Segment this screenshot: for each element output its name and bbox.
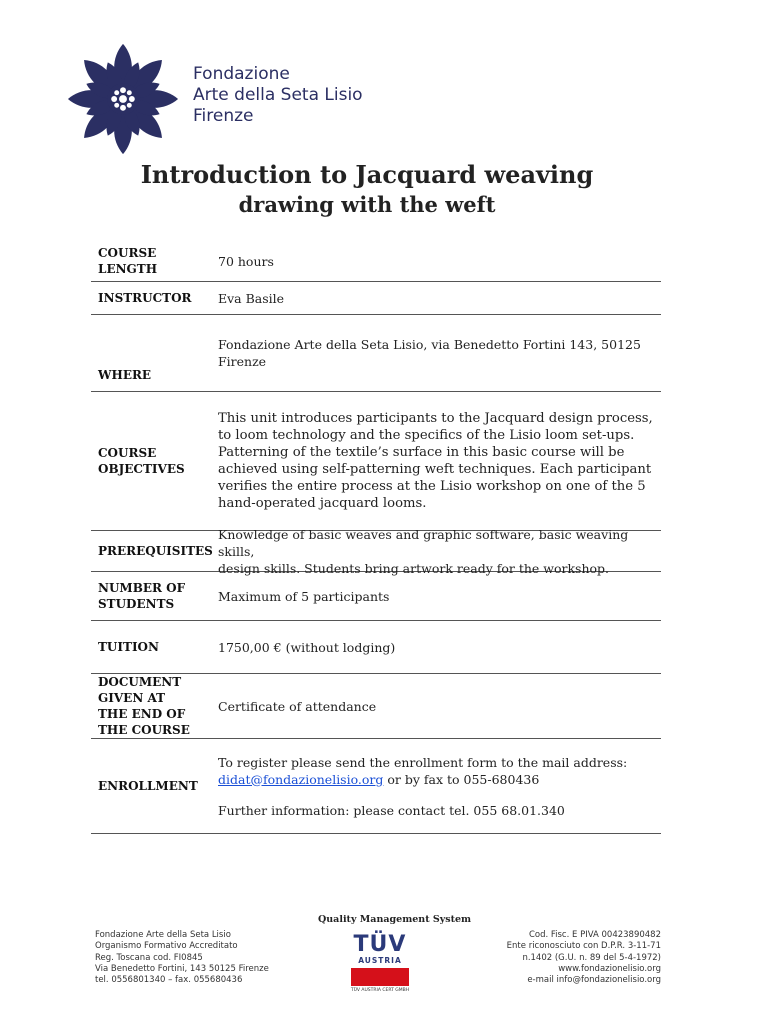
label-course-length: COURSE LENGTH xyxy=(98,246,158,276)
footer-right: Cod. Fisc. E PIVA 00423890482 Ente riconosciuto con D.P.R. 3-11-71 n.1402 (G.U. n. 89 del 5-4-1972) www.fondazionelisio.org e-mail info@fondazionelisio.org xyxy=(506,930,661,986)
footer-email-link[interactable]: e-mail info@fondazionelisio.org xyxy=(527,975,661,986)
document-subtitle: drawing with the weft xyxy=(238,192,496,217)
value-instructor: Eva Basile xyxy=(218,290,285,306)
row-document xyxy=(91,674,661,739)
tuv-mark: TÜV xyxy=(353,932,407,957)
value-prerequisites: Knowledge of basic weaves and graphic software, basic weaving skills, design skills. Students bring artwork ready for the workshop. xyxy=(218,526,629,576)
row-course-length xyxy=(91,241,661,282)
footer-left: Fondazione Arte della Seta Lisio Organismo Formativo Accreditato Reg. Toscana cod. FI0845 Via Benedetto Fortini, 143 50125 Firenze tel. 0556801340 – fax. 055680436 xyxy=(95,930,269,986)
row-tuition xyxy=(91,621,661,674)
value-document: Certificate of attendance xyxy=(218,698,377,714)
fax-text: or by fax to 055-680436 xyxy=(383,771,540,787)
value-tuition: 1750,00 € (without lodging) xyxy=(218,639,396,655)
website-link[interactable]: www.fondazionelisio.org xyxy=(558,963,661,974)
tuv-austria: AUSTRIA xyxy=(358,956,402,965)
tuv-certificate-stamp xyxy=(351,968,409,986)
row-enrollment xyxy=(91,739,661,834)
label-prerequisites: PREREQUISITES xyxy=(98,544,213,558)
label-enrollment: ENROLLMENT xyxy=(98,779,198,793)
value-number-of-students: Maximum of 5 participants xyxy=(218,588,390,604)
document-title: Introduction to Jacquard weaving xyxy=(140,160,594,189)
value-enrollment: To register please send the enrollment form to the mail address: didat@fondazionelisio.org or by fax to 055-680436 Further information: please contact tel. 055 68.01.340 xyxy=(218,754,628,818)
label-objectives: COURSE OBJECTIVES xyxy=(98,446,185,476)
quality-management-label: Quality Management System xyxy=(318,914,472,925)
value-where: Fondazione Arte della Seta Lisio, via Benedetto Fortini 143, 50125 Firenze xyxy=(218,337,641,369)
tuv-badge xyxy=(346,934,414,993)
fondazione-logo xyxy=(64,40,182,158)
label-where: WHERE xyxy=(98,368,152,382)
label-number-of-students: NUMBER OF STUDENTS xyxy=(98,581,186,611)
row-prerequisites xyxy=(91,526,661,576)
label-tuition: TUITION xyxy=(98,640,159,654)
row-objectives xyxy=(91,392,661,531)
brand-line-2: Arte della Seta Lisio xyxy=(193,85,363,105)
brand-line-3: Firenze xyxy=(193,106,254,126)
row-instructor xyxy=(91,282,661,315)
value-course-length: 70 hours xyxy=(218,253,274,269)
row-where xyxy=(91,315,661,392)
email-link[interactable]: didat@fondazionelisio.org xyxy=(218,771,384,787)
tuv-cert-name: TÜV AUSTRIA CERT GMBH xyxy=(350,988,410,993)
row-number-of-students xyxy=(91,572,661,621)
value-objectives: This unit introduces participants to the Jacquard design process, to loom technology and the specifics of the Lisio loom set-ups. Patterning of the textile’s surface in this basic course will be achieved using self-patterning weft techniques. Each participant verifies the entire process at the Lisio workshop on one of the 5 hand-operated jacquard looms. xyxy=(218,411,653,511)
label-instructor: INSTRUCTOR xyxy=(98,291,192,305)
brand-line-1: Fondazione xyxy=(193,64,290,84)
label-document: DOCUMENT GIVEN AT THE END OF THE COURSE xyxy=(98,675,190,737)
brand-name xyxy=(193,64,363,127)
course-info-table xyxy=(91,241,661,834)
